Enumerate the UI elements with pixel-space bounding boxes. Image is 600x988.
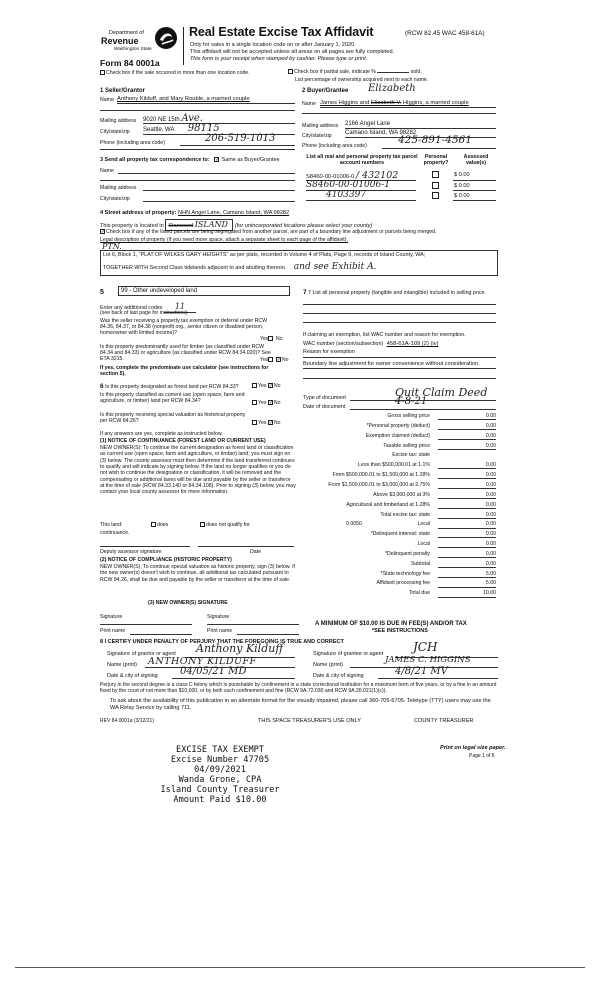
- buyer-name-field[interactable]: James Higgins and Elizabeth V. Higgins, a married couple: [320, 100, 469, 106]
- buyer-mailing-label: Mailing address: [302, 123, 339, 129]
- deputy-sig-label: Deputy assessor signature: [100, 549, 162, 555]
- street-address-row: 4 Street address of property: NHN Angel Lane, Camano Island, WA 98282: [100, 210, 290, 216]
- grantee-name-field[interactable]: JAMES C. HIGGINS: [385, 655, 471, 665]
- buyer-name-handwriting: Elizabeth: [368, 83, 416, 94]
- grantee-date-field[interactable]: 4/8/21 MV: [395, 666, 448, 677]
- grantor-date-field[interactable]: 04/05/21 MD: [180, 666, 247, 677]
- q-exempt: Was the seller receiving a property tax exemption or deferral under RCW 84.36, 84.37, or 84.38 (nonprofit org., senior citizen or disabled person, homeowner with limited income)?: [100, 318, 268, 337]
- perjury-text: Perjury in the second degree is a class C felony which is punishable by confinement in a state correctional institution for a maximum term of five years, or by a fine in an amount fixed by the court of not more than $10,000, or by both such confinement and fine (RCW 9A.72.030 and RCW 9A.20.021(1)(c)).: [100, 682, 497, 694]
- fee-label: Gross selling price: [387, 413, 430, 419]
- buyer-section-label: 2 Buyer/Grantee: [302, 88, 349, 94]
- q-historic-no[interactable]: ✓: [268, 420, 274, 427]
- fee-value[interactable]: 0.00: [438, 482, 496, 489]
- see-back-note: (see back of last page for instructions): [100, 310, 188, 316]
- grantee-signature-field[interactable]: JCH: [413, 640, 438, 654]
- page-title: Real Estate Excise Tax Affidavit: [189, 25, 374, 39]
- fee-value[interactable]: 0.00: [438, 462, 496, 469]
- buyer-phone-field[interactable]: 425-891-4561: [398, 134, 472, 146]
- grantee-name-label: Name (print): [313, 662, 343, 668]
- fee-row: [296, 482, 496, 491]
- reason-field[interactable]: Boundary line adjustment for owner convenience without consideration.: [303, 361, 480, 367]
- fee-value[interactable]: 0.00: [438, 531, 496, 538]
- fee-label: Less than $500,000.01 at 1.1%: [358, 462, 430, 469]
- q-current-answers: Yes ✓No: [252, 400, 281, 406]
- additional-codes-row: Enter any additional codes 11: [100, 302, 196, 313]
- segregated-row: ✓Check box if any of the listed parcels are being segregated from another parcel, are part of a boundary line adjustment or parcels being merged.: [101, 229, 437, 236]
- personal-property-field[interactable]: [303, 304, 496, 305]
- owner-signature-field[interactable]: [207, 624, 299, 625]
- wac-claim-label: If claiming an exemption, list WAC number and reason for exemption.: [303, 332, 466, 338]
- buyer-phone-label: Phone (including area code): [302, 143, 367, 149]
- seller-phone-field[interactable]: 206-519-1013: [205, 133, 276, 144]
- fee-value[interactable]: 0.00: [438, 521, 496, 528]
- certify-line: 8 I CERTIFY UNDER PENALTY OF PERJURY THAT THE FOREGOING IS TRUE AND CORRECT: [100, 639, 344, 645]
- owner-print-field[interactable]: [130, 634, 192, 635]
- fee-row: [296, 531, 496, 540]
- fee-value[interactable]: 5.00: [438, 580, 496, 587]
- form-number: Form 84 0001a: [100, 58, 160, 68]
- wac-row: WAC number (section/subsection) 458-61A-109 (2) (iv): [303, 341, 439, 347]
- owner-print-label-1: Print name: [100, 628, 126, 634]
- partial-sale-checkbox-row[interactable]: Check box if partial sale, indicate % sold.: [288, 69, 422, 75]
- type-doc-field[interactable]: Quit Claim Deed: [395, 386, 488, 399]
- parcel-handwriting[interactable]: 4103397: [326, 190, 367, 200]
- land-use-select[interactable]: 99 - Other undeveloped land: [118, 286, 290, 296]
- grantee-date-label: Date & city of signing: [313, 673, 364, 679]
- fee-row: [296, 561, 496, 570]
- buyer-mailing-field[interactable]: 2166 Angel Lane: [345, 121, 391, 127]
- q-forest-no[interactable]: ✓: [268, 383, 274, 390]
- buyer-city-field[interactable]: Camano Island, WA 98282: [345, 130, 417, 136]
- corr-mailing-field[interactable]: [143, 190, 295, 191]
- fee-label: Subtotal: [410, 560, 430, 567]
- type-doc-label: Type of document: [303, 395, 346, 401]
- assessed-value[interactable]: $ 0.00: [454, 193, 470, 199]
- page-number: Page 1 of 6: [469, 753, 495, 759]
- legal-ptn-handwriting: PTN.: [102, 242, 122, 251]
- grantor-name-field[interactable]: ANTHONY KILDUFF: [148, 656, 257, 667]
- q-timber-no[interactable]: ✓: [276, 357, 282, 364]
- parcel-row: [306, 190, 496, 200]
- fee-label: Affidavit processing fee: [376, 580, 430, 587]
- fee-label: Above $3,000,000 at 3%: [373, 491, 430, 498]
- bottom-rule: [15, 967, 585, 968]
- q-timber-yes[interactable]: [268, 357, 273, 362]
- q-timber: Is this property predominantly used for timber (as classified under RCW 84.34 and 84.33) or agriculture (as classified under RCW 84.34.020)? See ETA 3215.: [100, 344, 271, 363]
- seller-mailing-field[interactable]: 9020 NE 15th Ave.: [143, 113, 203, 124]
- corr-city-label: City/state/zip: [100, 196, 130, 202]
- q-current-no[interactable]: ✓: [268, 400, 274, 407]
- assessed-value[interactable]: $ 0.00: [454, 183, 470, 189]
- personal-property-checkbox[interactable]: [432, 182, 439, 189]
- q-forest-yes[interactable]: [252, 383, 257, 388]
- grantor-sig-label: Signature of grantor or agent: [107, 651, 176, 657]
- owner-print-label-2: Print name: [207, 628, 233, 634]
- fee-row: [296, 413, 496, 422]
- list-percentage-note: List percentage of ownership acquired next to each name.: [295, 77, 429, 83]
- fee-row: [296, 423, 496, 432]
- fee-value[interactable]: 0.00: [438, 413, 496, 420]
- grantor-signature-field[interactable]: Anthony Kilduff: [196, 642, 284, 655]
- seller-city-field[interactable]: Seattle, WA 98115: [143, 123, 220, 134]
- parcel-row: [306, 170, 496, 180]
- segregated-checkbox[interactable]: ✓: [101, 229, 106, 236]
- wac-number-field[interactable]: 458-61A-109 (2) (iv): [386, 341, 439, 347]
- same-as-buyer-checkbox[interactable]: ✓: [215, 157, 220, 164]
- section5-number: 5: [100, 289, 104, 296]
- seller-phone-label: Phone (including area code): [100, 140, 165, 146]
- fee-label: Total excise tax: state: [380, 511, 430, 518]
- q-current-yes[interactable]: [252, 400, 257, 405]
- parcel-col-header: List all real and personal property tax parcel account numbers: [306, 154, 418, 167]
- fee-label: Total due: [408, 590, 430, 597]
- fee-row: [296, 433, 496, 442]
- street-address-field[interactable]: NHN Angel Lane, Camano Island, WA 98282: [178, 210, 290, 216]
- corr-mailing-label: Mailing address: [100, 185, 137, 191]
- q-historic: Is this property receiving special valuation as historical property per RCW 84.26?: [100, 412, 246, 425]
- land-does-not-checkbox[interactable]: [200, 522, 205, 527]
- legal-description-box[interactable]: [100, 250, 498, 276]
- fee-row: [296, 551, 496, 560]
- fee-row: [296, 443, 496, 452]
- statute: (RCW 82.45 WAC 458-61A): [405, 30, 485, 37]
- fee-label: Agricultural and timberland at 1.28%: [346, 501, 430, 508]
- date-doc-field[interactable]: 4-8-21: [395, 396, 428, 407]
- q-ifyes: If yes, complete the predominate use calculator (see instructions for section 5).: [100, 365, 269, 378]
- date-doc-label: Date of document: [303, 404, 346, 410]
- partial-sale-checkbox[interactable]: [288, 69, 293, 74]
- grantee-sig-label: Signature of grantee or agent: [313, 651, 384, 657]
- fee-label: *Delinquent penalty: [385, 550, 430, 557]
- fee-value[interactable]: 0.00: [438, 443, 496, 450]
- parcel-handwriting: / 432102: [355, 170, 399, 181]
- located-row: This property is located in Stanwood ISLAND (for unincorporated locations please select your county): [100, 220, 373, 229]
- revision-label: REV 84 0001a (3/12/21): [100, 718, 154, 724]
- deputy-date-label: Date: [250, 549, 261, 555]
- fee-label: Local: [417, 541, 430, 548]
- q-historic-yes[interactable]: [252, 420, 257, 425]
- fee-row: [296, 590, 496, 599]
- treasurer-stamp: EXCISE TAX EXEMPT Excise Number 47705 04/09/2021 Wanda Grone, CPA Island County Treasurer Amount Paid $10.00: [160, 745, 280, 806]
- notice2-body: NEW OWNER(S): To continue special valuation as historic property, sign (3) below. If the new owner(s) doesn't wish to continue, all additional tax calculated pursuant to RCW 84.26, shall be due and payable by the seller or transferor at the time of sale.: [100, 564, 295, 583]
- multi-location-checkbox-row[interactable]: Check box if the sale occurred in more than one location code.: [100, 70, 250, 76]
- seller-name-field[interactable]: Anthony Kilduff, and Mary Rouble, a married couple: [117, 96, 250, 102]
- buyer-city-label: City/state/zip: [302, 133, 332, 139]
- fee-label: *Delinquent interest: state: [370, 531, 430, 538]
- fee-row: [296, 492, 496, 501]
- legal-line-1: Lot 6, Block 1, "PLAT OF WILKES GARY HEIGHTS" as per plats, recorded in Volume 4 of Plats, Page 9, records of Island County, WA;: [103, 252, 426, 258]
- multi-location-checkbox[interactable]: [100, 70, 105, 75]
- personal-property-checkbox[interactable]: [432, 171, 439, 178]
- fee-value[interactable]: 0.00: [438, 492, 496, 499]
- buyer-name-label: Name: [302, 101, 316, 107]
- dor-logo: [95, 23, 185, 63]
- treasurer-use-label: THIS SPACE TREASURER'S USE ONLY: [258, 718, 362, 724]
- seller-zip-handwriting: 98115: [187, 123, 220, 134]
- fee-label: *Personal property (deduct): [366, 422, 430, 429]
- fee-row: [296, 512, 496, 521]
- fee-label: *State technology fee: [380, 570, 430, 577]
- q-timber-answers: Yes ✓No: [260, 357, 289, 364]
- continuance-label: continuance.: [100, 530, 130, 536]
- fee-label: From $1,500,000.01 to $3,000,000 at 2.75%: [328, 481, 430, 488]
- parcel-number[interactable]: S8460-00-01006-0: [306, 174, 355, 180]
- minimum-due-note: A MINIMUM OF $10.00 IS DUE IN FEE(S) AND/OR TAX: [315, 621, 467, 627]
- q-current: Is this property classified as current use (open space, farm and agriculture, or timber) land per RCW 84.34?: [100, 392, 245, 405]
- fee-row: [296, 571, 496, 580]
- new-owner-sig-title: (3) NEW OWNER(S) SIGNATURE: [148, 600, 228, 606]
- fee-value[interactable]: 0.00: [438, 561, 496, 568]
- fee-value[interactable]: 0.00: [438, 502, 496, 509]
- header-divider: [183, 27, 184, 65]
- grantor-name-label: Name (print): [107, 662, 137, 668]
- revenue-logo-icon: [153, 25, 179, 51]
- corr-name-field[interactable]: [118, 173, 295, 174]
- section7-label: 7 7 List all personal property (tangible and intangible) included in selling price.: [303, 289, 486, 296]
- q-forest-row: 6 Is this property designated as forest land per RCW 84.33? Yes ✓No: [100, 383, 281, 390]
- deputy-signature-field[interactable]: [100, 546, 190, 547]
- fee-label: Taxable selling price: [383, 442, 430, 449]
- fee-label: Excise tax: state: [392, 452, 430, 459]
- seller-city-label: City/state/zip: [100, 129, 130, 135]
- dept-revenue: Revenue: [101, 36, 139, 46]
- assessed-value[interactable]: $ 0.00: [454, 172, 470, 178]
- subtitle-3: This form is your receipt when stamped by cashier. Please type or print.: [190, 56, 368, 62]
- fee-value[interactable]: 0.00: [438, 472, 496, 479]
- legal-paper-note: Print on legal size paper.: [440, 745, 506, 751]
- q-exempt-yes[interactable]: [268, 336, 273, 341]
- notice1-title: (1) NOTICE OF CONTINUANCE (FOREST LAND OR CURRENT USE): [100, 438, 266, 444]
- fee-value[interactable]: 0.00: [438, 423, 496, 430]
- subtitle-2: This affidavit will not be accepted unless all areas on all pages are fully completed.: [190, 49, 395, 55]
- additional-codes-field[interactable]: 11: [164, 302, 196, 313]
- corr-name-label: Name: [100, 168, 114, 174]
- fee-value[interactable]: 10.00: [438, 590, 496, 597]
- q-historic-answers: Yes ✓No: [252, 420, 281, 426]
- fee-row: [296, 462, 496, 471]
- fee-label: Local: [417, 521, 430, 528]
- owner-print-field[interactable]: [237, 634, 299, 635]
- parcel-row: [306, 180, 496, 190]
- fee-value[interactable]: 5.00: [438, 571, 496, 578]
- see-instructions-note: *SEE INSTRUCTIONS: [372, 628, 428, 634]
- owner-signature-field[interactable]: [100, 624, 192, 625]
- county-treasurer-label: COUNTY TREASURER: [414, 718, 474, 724]
- corr-city-field[interactable]: [143, 201, 295, 202]
- seller-mailing-label: Mailing address: [100, 118, 137, 124]
- this-land-row: This land: does does not qualify for: [100, 522, 250, 528]
- availability-text: To ask about the availability of this publication in an alternate format for the visually impaired, please call 360-705-6705. Teletype (TTY) users may use the WA Relay Service by calling 711.: [110, 698, 491, 711]
- dept-state: Washington State: [114, 47, 152, 52]
- legal-description-label: Legal description of property (if you need more space, attach a separate sheet to each page of the affidavit).: [100, 237, 348, 243]
- seller-name-label: Name: [100, 97, 114, 103]
- fee-row: [296, 580, 496, 589]
- fee-value[interactable]: 0.00: [438, 433, 496, 440]
- dept-line1: Department of: [109, 30, 144, 36]
- fee-row: [296, 521, 496, 530]
- notice2-title: (2) NOTICE OF COMPLIANCE (HISTORIC PROPERTY): [100, 557, 232, 563]
- seller-mailing-handwriting: Ave.: [181, 113, 203, 124]
- fee-row: [296, 452, 496, 461]
- owner-signature-label-2: Signature: [207, 614, 230, 620]
- local-rate[interactable]: 0.0050: [346, 521, 362, 528]
- assessed-col-header: Assessed value(s): [463, 154, 489, 167]
- fee-value[interactable]: 0.00: [438, 512, 496, 519]
- personal-col-header: Personal property?: [423, 154, 449, 167]
- if-any-yes: If any answers are yes, complete as instructed below.: [100, 431, 223, 437]
- fee-value[interactable]: 0.00: [438, 551, 496, 558]
- subtitle-1: Only for sales in a single location code on or after January 1, 2020.: [190, 42, 356, 48]
- fee-label: From $500,000.01 to $1,500,000 at 1.28%: [332, 472, 430, 479]
- q-exempt-answers: Yes No: [260, 336, 283, 342]
- legal-line-2: TOGETHER WITH Second Class tidelands adjacent to and abutting thereon. and see Exhibit A.: [103, 262, 377, 272]
- notice1-body: NEW OWNER(S): To continue the current designation as forest land or classification as current use (open space, farm and agriculture, or timber) land, you must sign on (3) below. The county assessor must then determine if the land transferred continues to qualify and will indicate by signing below. If the land no longer qualifies or you do not wish to continue the designation or classification, it will be removed and the compensating or additional taxes will be due and payable by the seller or transferor at the time of sale (RCW 84.33.140 or 84.34.108). Prior to signing (3) below, you may contact your local county assessor for more information.: [100, 445, 296, 496]
- deputy-date-field[interactable]: [198, 546, 294, 547]
- located-field[interactable]: Stanwood ISLAND: [165, 219, 233, 231]
- fee-label: Exemption claimed (deduct): [365, 432, 430, 439]
- fee-row: [296, 502, 496, 511]
- reason-label: Reason for exemption: [303, 349, 355, 355]
- land-does-checkbox[interactable]: [151, 522, 156, 527]
- owner-signature-label-1: Signature: [100, 614, 123, 620]
- fee-value[interactable]: 0.00: [438, 541, 496, 548]
- seller-section-label: 1 Seller/Grantor: [100, 88, 146, 94]
- fee-row: [296, 472, 496, 481]
- grantor-date-label: Date & city of signing: [107, 673, 158, 679]
- personal-property-checkbox[interactable]: [432, 192, 439, 199]
- correspondence-row: 3 Send all property tax correspondence to: ✓ Same as Buyer/Grantee: [100, 157, 280, 164]
- fee-row: [296, 541, 496, 550]
- parcel-handwriting[interactable]: S8460-00-01006-1: [306, 180, 391, 190]
